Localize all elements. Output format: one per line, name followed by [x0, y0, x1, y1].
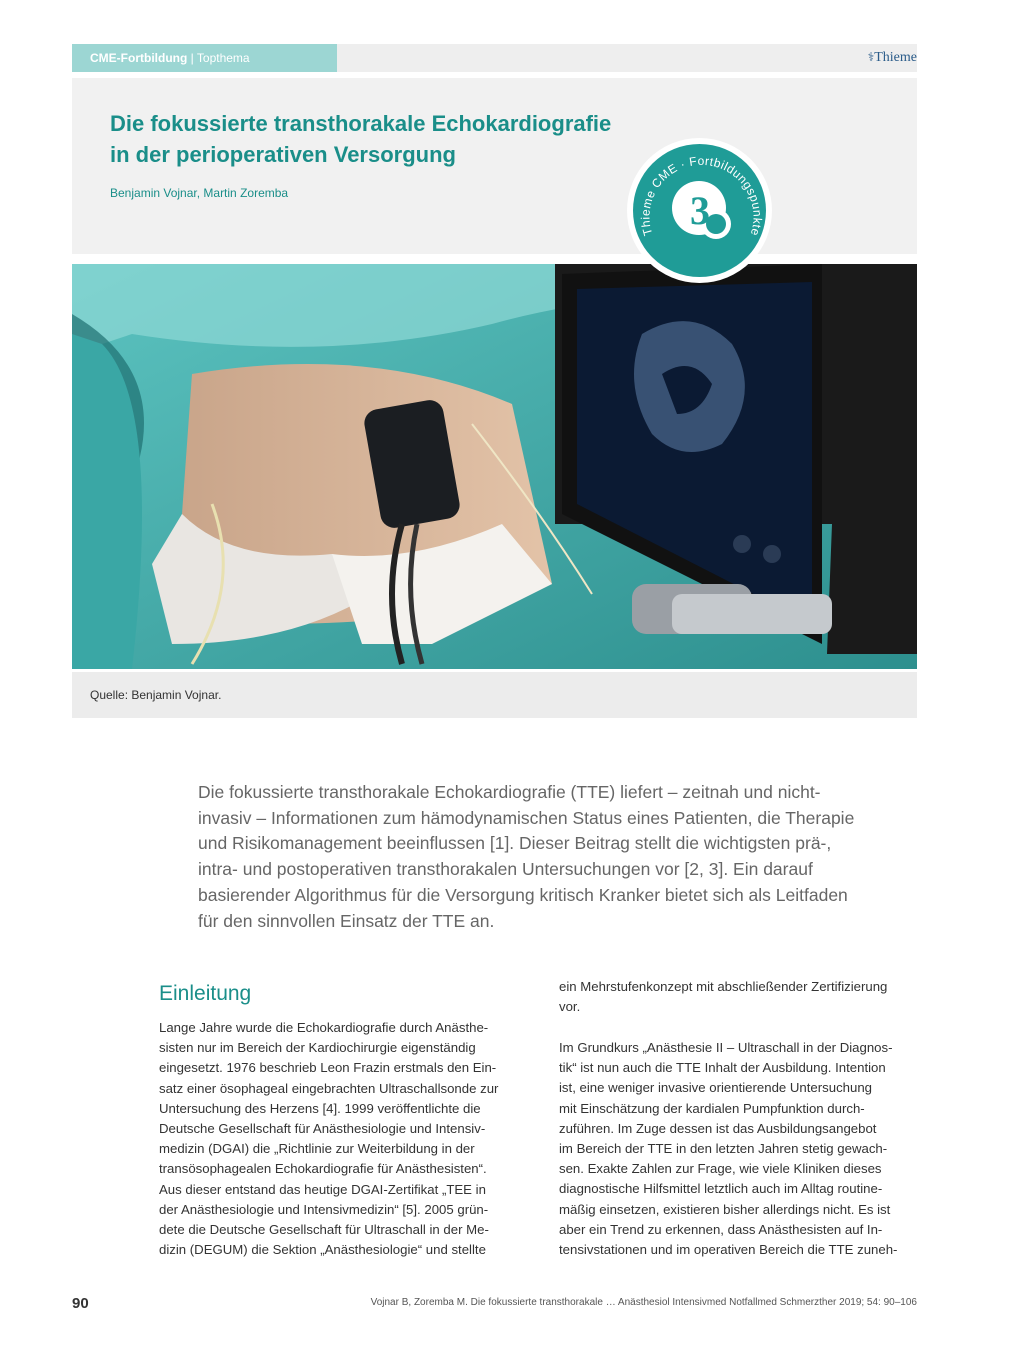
left-column-text: [159, 1018, 516, 1260]
title-line-1: Die fokussierte transthorakale Echokardiografie: [110, 111, 612, 136]
text-line: medizin (DGAI) die „Richtlinie zur Weiterbildung in der: [159, 1141, 475, 1157]
text-line: transösophagealen Echokardiografie für Anästhesisten“.: [159, 1161, 487, 1177]
publisher-name: Thieme: [874, 50, 917, 65]
thieme-emblem-icon: ⚕: [867, 50, 875, 64]
lead-line: und Risikomanagement beeinflussen [1]. Dieser Beitrag stellt die wichtigsten prä-,: [198, 833, 832, 854]
text-line: Aus dieser entstand das heutige DGAI-Zertifikat „TEE in: [159, 1181, 486, 1197]
page-number: 90: [72, 1295, 89, 1312]
text-line: diagnostische Hilfsmittel letztlich auch im Alltag routine-: [559, 1181, 883, 1197]
text-line: Untersuchung des Herzens [4]. 1999 veröffentlichte die: [159, 1100, 481, 1116]
article-authors: Benjamin Vojnar, Martin Zoremba: [110, 186, 289, 200]
text-line: aber ein Trend zu erkennen, dass Anästhesisten auf In-: [559, 1221, 883, 1237]
text-line: zuführen. Im Zuge dessen ist das Ausbildungsangebot: [559, 1120, 877, 1136]
text-line: ist, eine weniger invasive orientierende Untersuchung: [559, 1080, 873, 1096]
cme-category-bar: [72, 44, 337, 72]
article-photo: [72, 264, 917, 669]
text-line: mäßig einsetzen, existieren bisher allerdings nicht. Es ist: [559, 1201, 891, 1217]
lead-line: invasiv – Informationen zum hämodynamischen Status eines Patienten, die Therapie: [198, 807, 855, 828]
text-line: dete die Deutsche Gesellschaft für Ultraschall in der Me-: [159, 1222, 489, 1238]
lead-line: Die fokussierte transthorakale Echokardiografie (TTE) liefert – zeitnah und nicht-: [198, 782, 821, 802]
lead-line: intra- und postoperativen transthorakalen Untersuchungen vor [2, 3]. Ein darauf: [198, 859, 813, 880]
text-line: sen. Exakte Zahlen zur Frage, wie viele Kliniken dieses: [559, 1161, 882, 1177]
text-line: mit Einschätzung der kardialen Pumpfunktion durch-: [559, 1100, 865, 1116]
badge-arc-text: Thieme CME · Fortbildungspunkte: [638, 153, 765, 238]
badge-number: 3: [690, 188, 710, 233]
text-line: im Bereich der TTE in den letzten Jahren stetig gewach-: [559, 1141, 888, 1157]
title-line-2: in der perioperativen Versorgung: [110, 142, 456, 167]
text-line: tik“ ist nun auch die TTE Inhalt der Ausbildung. Intention: [559, 1060, 886, 1076]
publisher-logo: [868, 50, 917, 66]
text-line: Im Grundkurs „Anästhesie II – Ultraschall in der Diagnos-: [559, 1040, 893, 1055]
category-label: CME-Fortbildung: [90, 51, 188, 65]
lead-line: basierender Algorithmus für die Versorgung kritisch Kranker bietet sich als Leitfaden: [198, 884, 848, 905]
text-line: Deutsche Gesellschaft für Anästhesiologie und Intensiv-: [159, 1121, 486, 1137]
text-line: satz einer ösophageal eingebrachten Ultraschallsonde zur: [159, 1080, 499, 1096]
text-line: eingesetzt. 1976 beschrieb Leon Frazin erstmals den Ein-: [159, 1060, 497, 1076]
text-line: sisten nur im Bereich der Kardiochirurgie eigenständig: [159, 1040, 476, 1056]
text-line: Lange Jahre wurde die Echokardiografie durch Anästhe-: [159, 1020, 489, 1035]
cme-badge-graphic: [627, 138, 772, 283]
figure-caption: Quelle: Benjamin Vojnar.: [72, 672, 917, 718]
text-line: dizin (DEGUM) die Sektion „Anästhesiologie“ und stellte: [159, 1242, 486, 1258]
text-line: der Anästhesiologie und Intensivmedizin“ [5]. 2005 grün-: [159, 1201, 489, 1217]
text-line: ein Mehrstufenkonzept mit abschließender Zertifizierung: [559, 979, 888, 994]
section-heading: Einleitung: [159, 982, 252, 1005]
operating-room-photo: [72, 264, 917, 669]
right-column-paragraph-2: [559, 1038, 916, 1260]
lead-line: für den sinnvollen Einsatz der TTE an.: [198, 910, 495, 931]
category-separator: |: [190, 51, 194, 65]
citation-footer: Vojnar B, Zoremba M. Die fokussierte transthorakale … Anästhesiol Intensivmed Notfallmed Schmerzther 2019; 54: 90–106: [370, 1297, 917, 1308]
text-line: vor.: [559, 999, 581, 1015]
lead-paragraph: [198, 780, 898, 934]
subcategory-label: Topthema: [196, 51, 250, 65]
right-column-paragraph-1: [559, 977, 916, 1017]
text-line: tensivstationen und im operativen Bereich die TTE zuneh-: [559, 1242, 898, 1258]
